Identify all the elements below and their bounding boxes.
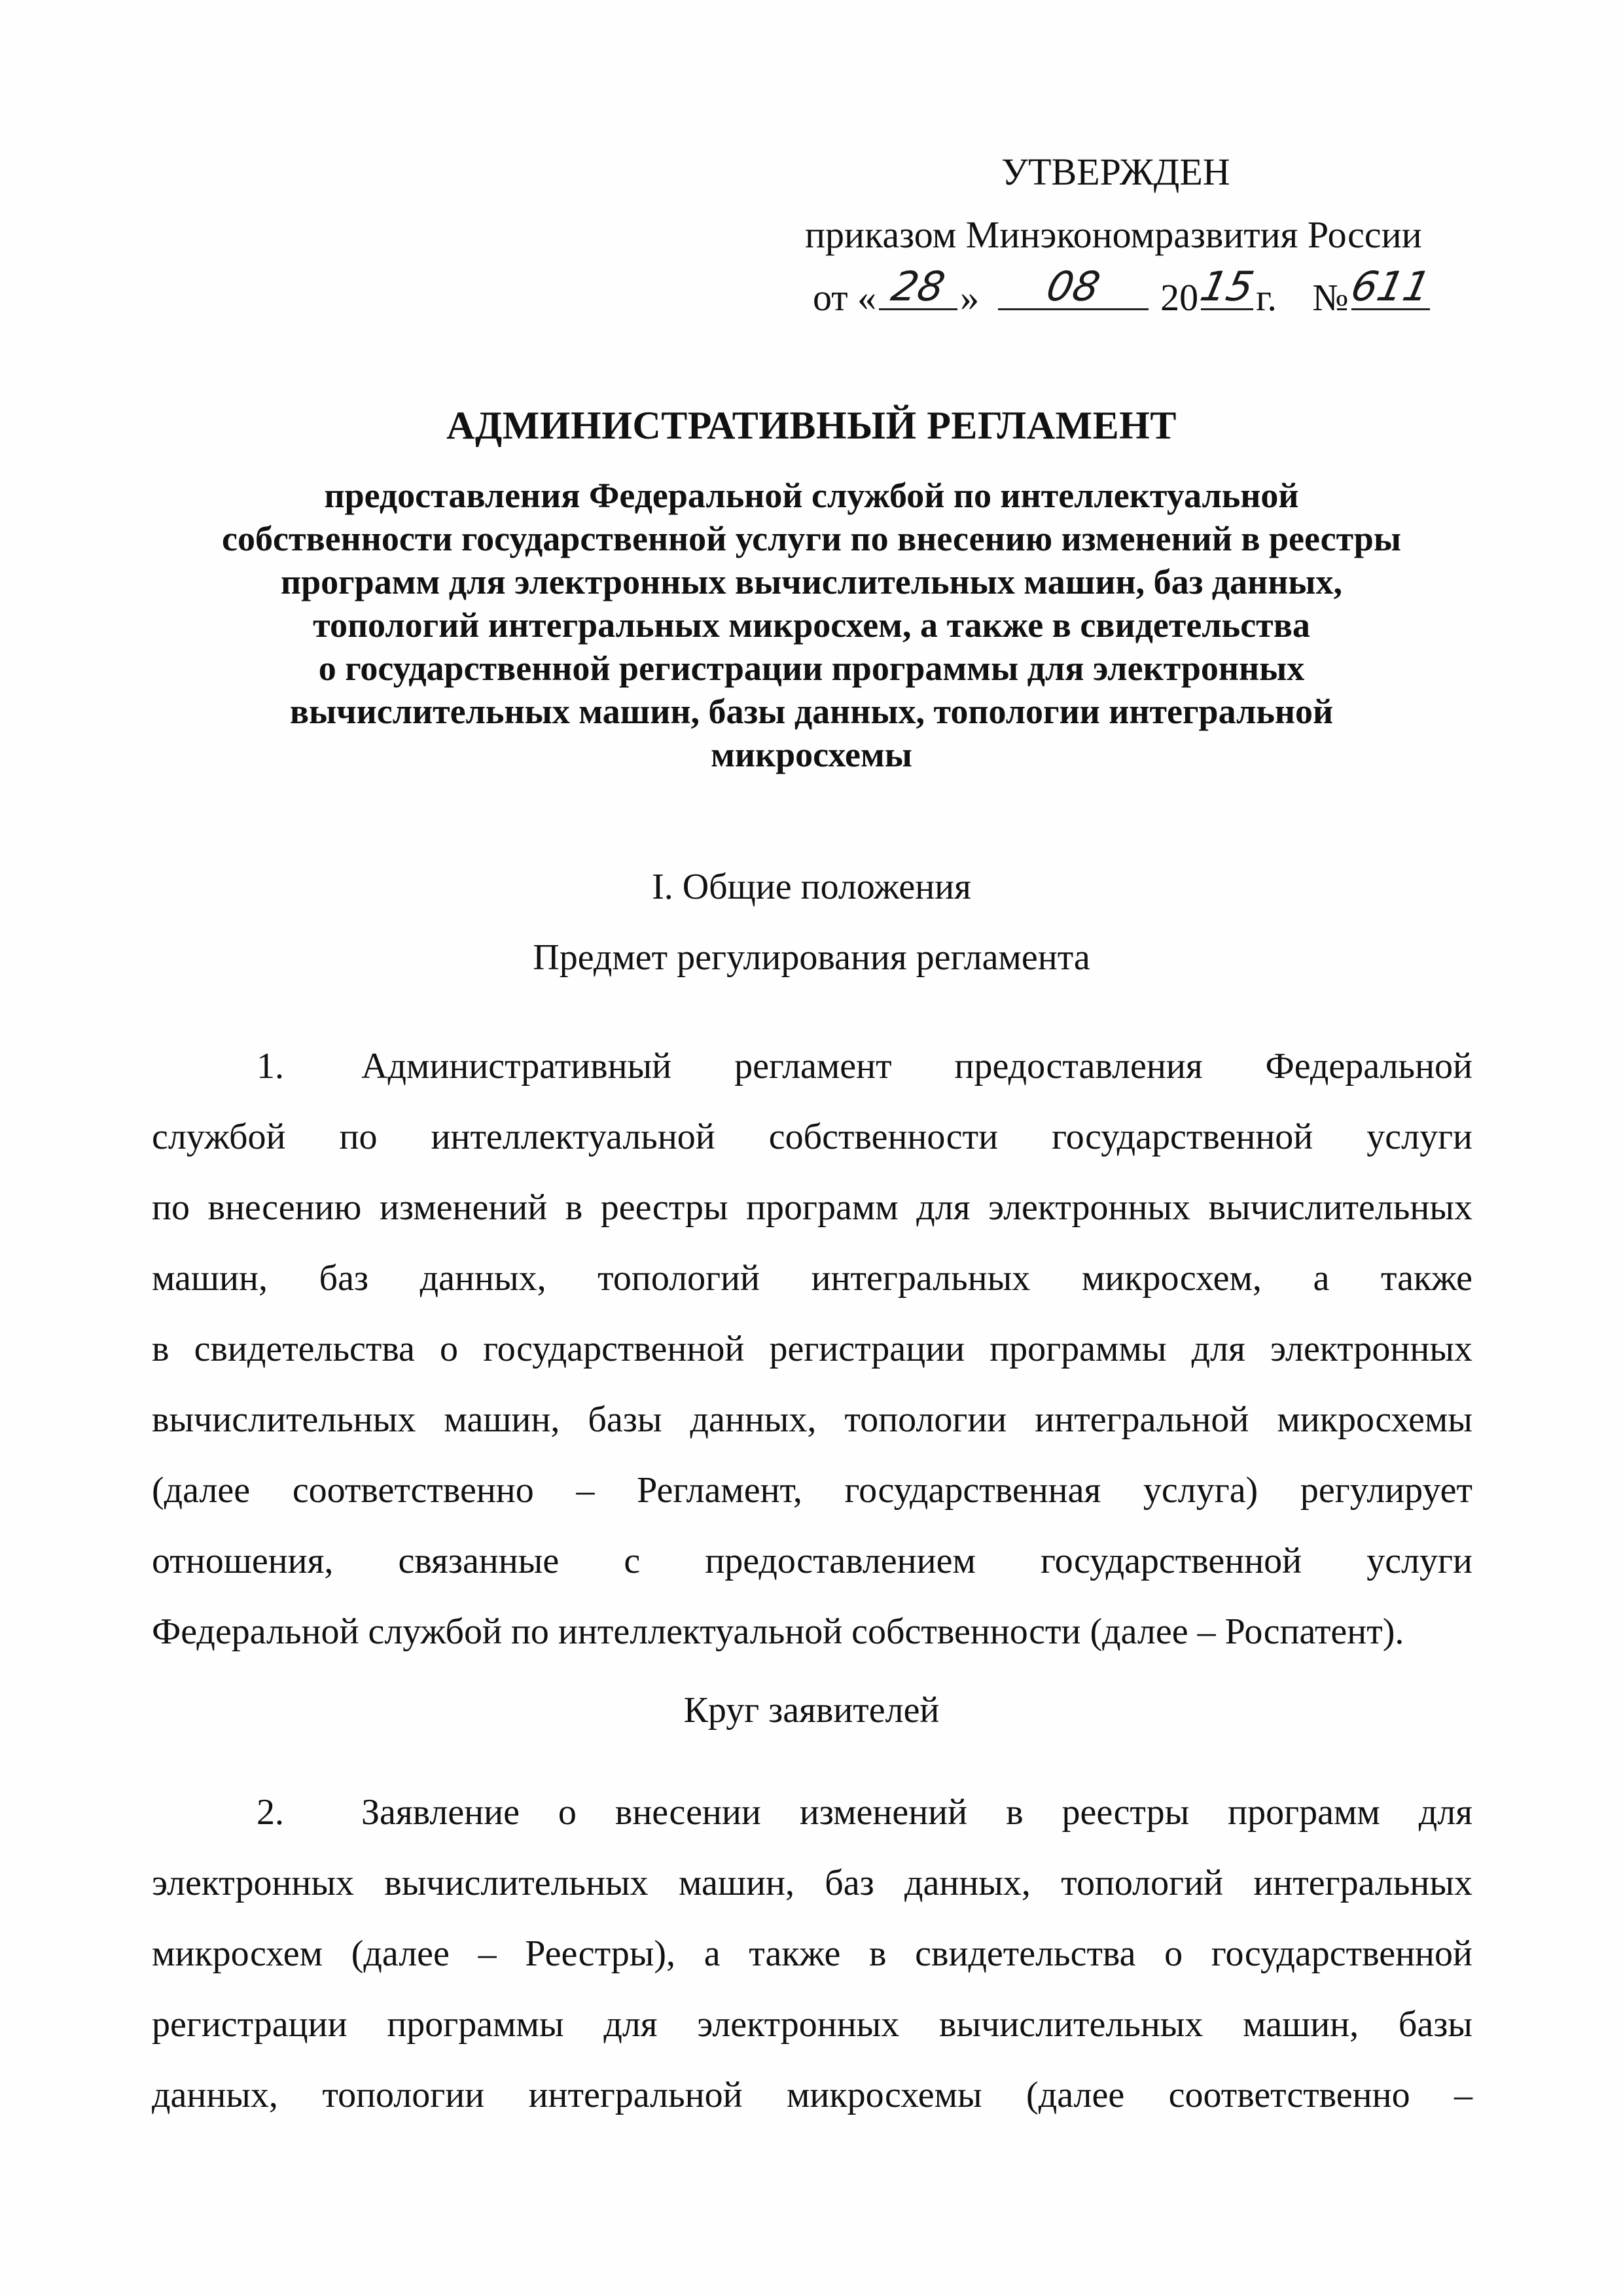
subtitle-line: вычислительных машин, базы данных, топологии интегральной [289, 692, 1334, 731]
subtitle-line: программ для электронных вычислительных машин, баз данных, [281, 562, 1342, 601]
subtitle-line: топологий интегральных микросхем, а также в свидетельства [313, 605, 1310, 645]
document-title: АДМИНИСТРАТИВНЫЙ РЕГЛАМЕНТ [446, 404, 1177, 447]
paragraph-number: 1. [257, 1046, 284, 1086]
day-suffix: » [960, 276, 980, 319]
number-blank [1346, 262, 1435, 310]
subtitle-line: микросхемы [711, 735, 912, 774]
paragraph-line: машин, баз данных, топологий интегральных микросхем, а также [152, 1258, 1472, 1299]
paragraph-line: вычислительных машин, базы данных, топологии интегральной микросхемы [152, 1399, 1472, 1440]
paragraph-line: регистрации программы для электронных вычислительных машин, базы [152, 2004, 1472, 2045]
paragraph-2 [152, 1777, 1472, 2130]
paragraph-line: службой по интеллектуальной собственности государственной услуги [152, 1117, 1472, 1157]
paragraph-line: в свидетельства о государственной регистрации программы для электронных [152, 1329, 1472, 1369]
subsection-heading-applicants: Круг заявителей [683, 1690, 940, 1731]
paragraph-line: данных, топологии интегральной микросхемы (далее соответственно – [152, 2075, 1472, 2115]
paragraph-line: электронных вычислительных машин, баз данных, топологий интегральных [152, 1863, 1472, 1903]
paragraph-line: по внесению изменений в реестры программ для электронных вычислительных [152, 1187, 1472, 1228]
paragraph-number: 2. [257, 1792, 284, 1833]
paragraph-line-text: Административный регламент предоставления Федеральной [361, 1046, 1472, 1086]
year-blank [1196, 262, 1258, 310]
approved-label: УТВЕРЖДЕН [1001, 151, 1230, 193]
paragraph-line [152, 1777, 1472, 1848]
number-handwritten: 611 [1346, 262, 1435, 310]
day-blank [879, 262, 957, 310]
subtitle-line: предоставления Федеральной службой по интеллектуальной [324, 476, 1299, 515]
year-suffix: г. [1256, 276, 1277, 319]
subtitle-line: о государственной регистрации программы для электронных [318, 649, 1305, 688]
day-handwritten: 28 [887, 262, 950, 310]
date-prefix: от « [813, 276, 877, 319]
paragraph-line: (далее соответственно – Регламент, государственная услуга) регулирует [152, 1470, 1472, 1511]
subtitle-line: собственности государственной услуги по внесению изменений в реестры [222, 519, 1401, 558]
section-heading-general: I. Общие положения [652, 867, 971, 907]
order-date-line [805, 262, 1479, 329]
year-prefix: 20 [1160, 276, 1199, 319]
number-prefix: № [1312, 276, 1349, 319]
approval-block [805, 141, 1479, 329]
subsection-heading-subject: Предмет регулирования регламента [533, 937, 1090, 978]
paragraph-line: отношения, связанные с предоставлением государственной услуги [152, 1541, 1472, 1581]
document-subtitle [0, 474, 1623, 776]
paragraph-line: Федеральной службой по интеллектуальной собственности (далее – Роспатент). [152, 1611, 1404, 1652]
paragraph-1 [152, 1031, 1472, 1667]
year-handwritten: 15 [1196, 262, 1258, 310]
order-label: приказом Минэкономразвития России [805, 213, 1422, 256]
month-handwritten: 08 [1042, 262, 1104, 310]
paragraph-line-text: Заявление о внесении изменений в реестры программ для [361, 1792, 1472, 1833]
paragraph-line: микросхем (далее – Реестры), а также в свидетельства о государственной [152, 1933, 1472, 1974]
paragraph-line [152, 1031, 1472, 1102]
month-blank [998, 262, 1149, 310]
